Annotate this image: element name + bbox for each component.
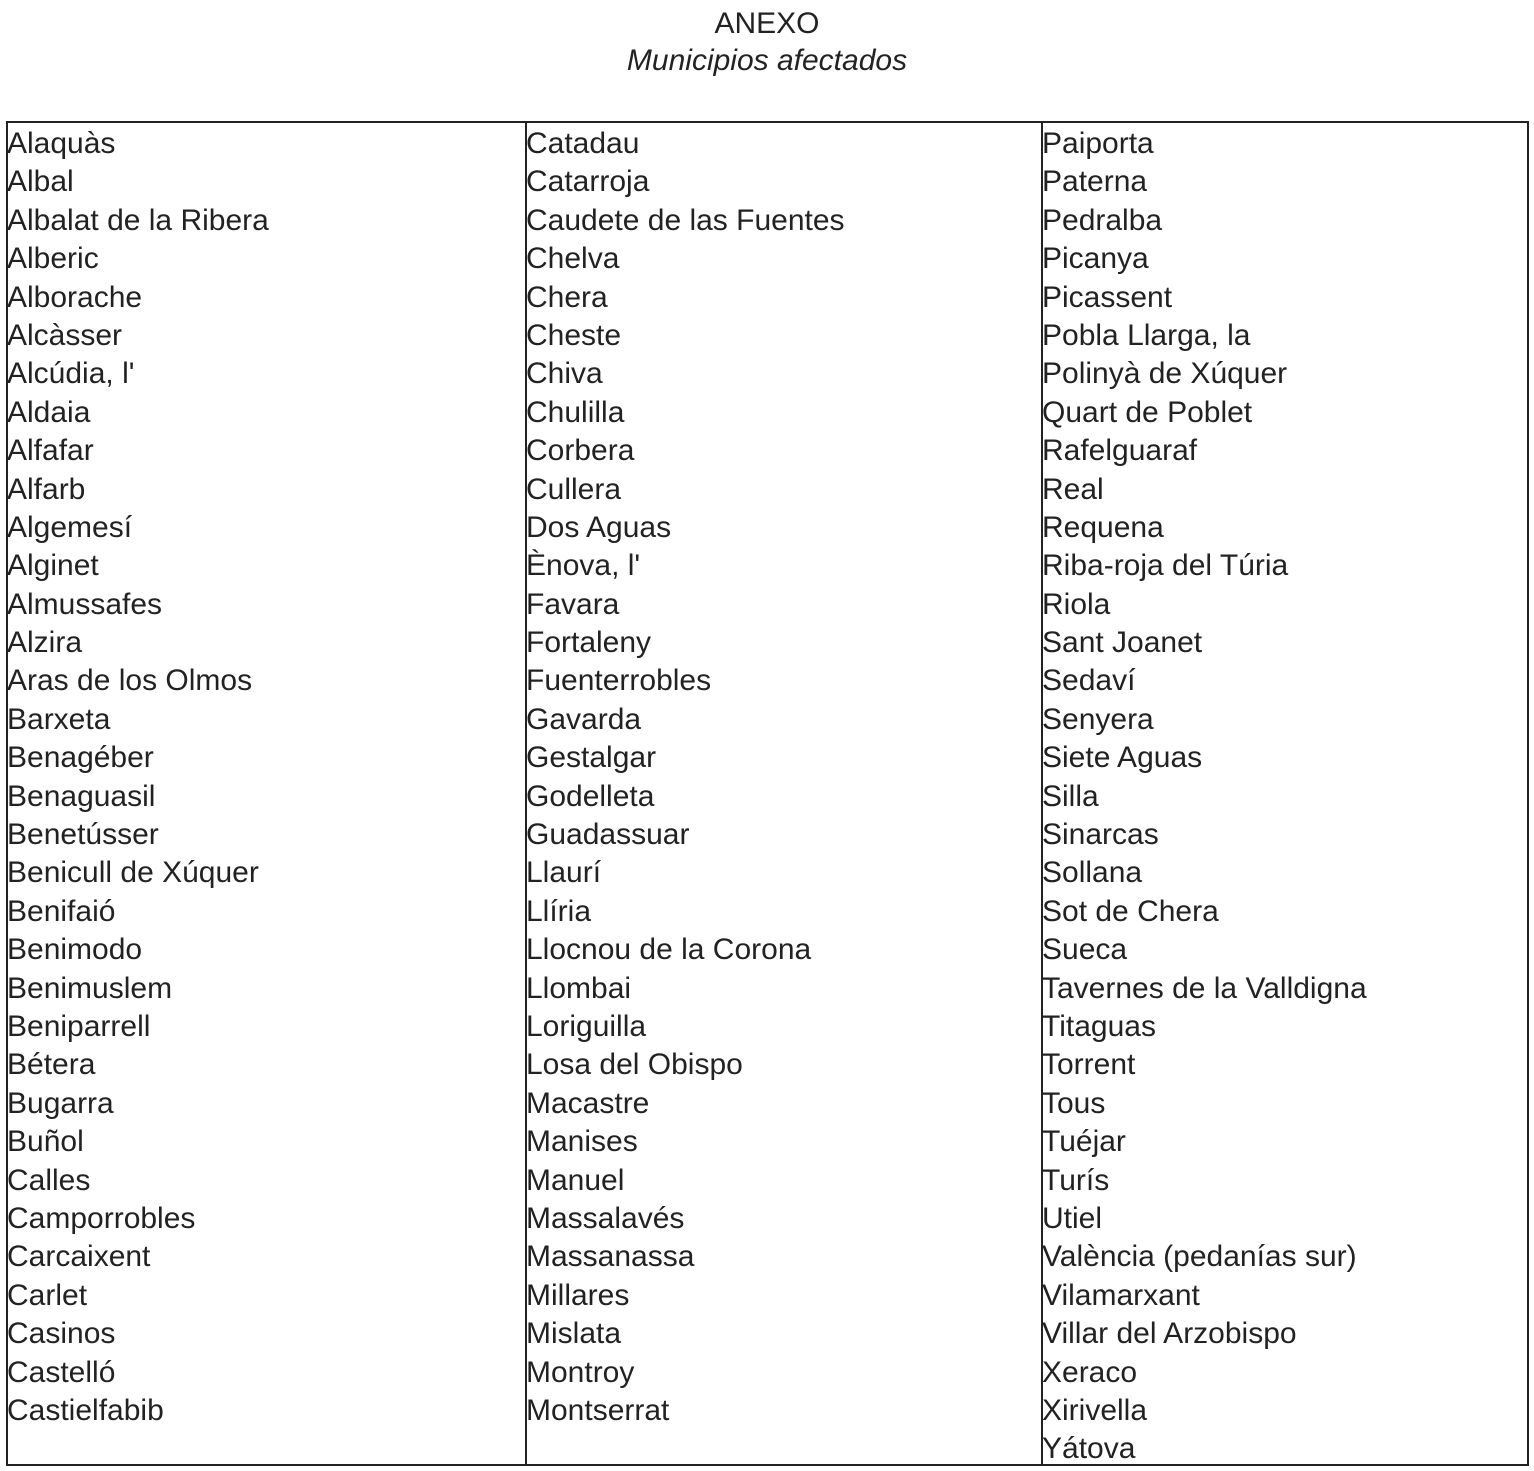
- municipality-item: Tuéjar: [1042, 1125, 1126, 1159]
- municipality-item: Sot de Chera: [1042, 894, 1219, 928]
- municipality-item: Benimuslem: [7, 971, 173, 1005]
- municipality-item: Corbera: [526, 434, 635, 468]
- municipality-item: Gestalgar: [526, 741, 657, 775]
- municipality-item: Quart de Poblet: [1042, 395, 1253, 429]
- municipality-item: Benetússer: [7, 818, 159, 852]
- municipality-item: Villar del Arzobispo: [1042, 1317, 1297, 1351]
- municipality-item: Ènova, l': [526, 549, 641, 583]
- municipalities-column-2: [527, 123, 1043, 1464]
- municipality-item: Picassent: [1042, 280, 1173, 314]
- municipality-item: Real: [1042, 472, 1104, 506]
- municipality-item: Mislata: [526, 1317, 622, 1351]
- municipality-item: Algemesí: [7, 510, 133, 544]
- municipality-item: València (pedanías sur): [1042, 1240, 1357, 1274]
- municipality-item: Dos Aguas: [526, 510, 672, 544]
- municipality-item: Calles: [7, 1163, 91, 1197]
- municipality-item: Benimodo: [7, 933, 143, 967]
- municipality-item: Benaguasil: [7, 779, 156, 813]
- municipality-item: Fortaleny: [526, 626, 652, 660]
- municipality-item: Albalat de la Ribera: [7, 203, 269, 237]
- municipality-item: Albal: [7, 165, 74, 199]
- municipality-item: Alaquàs: [7, 127, 116, 160]
- municipality-item: Cheste: [526, 318, 622, 352]
- municipality-item: Fuenterrobles: [526, 664, 712, 698]
- municipality-item: Bugarra: [7, 1086, 114, 1120]
- document-header: [0, 5, 1534, 79]
- municipality-item: Sedaví: [1042, 664, 1136, 698]
- municipality-item: Sollana: [1042, 856, 1143, 890]
- municipality-item: Chera: [526, 280, 608, 314]
- municipality-item: Castelló: [7, 1355, 116, 1389]
- municipality-item: Sueca: [1042, 933, 1128, 967]
- municipality-item: Alborache: [7, 280, 143, 314]
- municipality-item: Carcaixent: [7, 1240, 151, 1274]
- municipality-item: Loriguilla: [526, 1009, 647, 1043]
- municipality-item: Chulilla: [526, 395, 625, 429]
- municipality-item: Paiporta: [1042, 127, 1154, 160]
- municipality-item: Pedralba: [1042, 203, 1163, 237]
- municipality-item: Torrent: [1042, 1048, 1136, 1082]
- municipality-item: Riola: [1042, 587, 1111, 621]
- municipality-item: Riba-roja del Túria: [1042, 549, 1289, 583]
- municipality-item: Losa del Obispo: [526, 1048, 743, 1082]
- municipality-item: Siete Aguas: [1042, 741, 1203, 775]
- municipality-item: Alfafar: [7, 434, 94, 468]
- municipality-item: Alginet: [7, 549, 99, 583]
- municipality-item: Titaguas: [1042, 1009, 1156, 1043]
- municipality-item: Turís: [1042, 1163, 1110, 1197]
- municipality-item: Benifaió: [7, 894, 116, 928]
- municipality-item: Xeraco: [1042, 1355, 1138, 1389]
- municipality-item: Polinyà de Xúquer: [1042, 357, 1288, 391]
- municipality-item: Llaurí: [526, 856, 602, 890]
- municipality-item: Paterna: [1042, 165, 1148, 199]
- municipality-item: Chiva: [526, 357, 603, 391]
- municipality-item: Sant Joanet: [1042, 626, 1203, 660]
- municipality-item: Montserrat: [526, 1393, 670, 1427]
- municipality-item: Alcúdia, l': [7, 357, 135, 391]
- municipality-item: Montroy: [526, 1355, 635, 1389]
- municipality-item: Alzira: [7, 626, 83, 660]
- municipality-item: Barxeta: [7, 702, 111, 736]
- municipality-item: Bétera: [7, 1048, 96, 1082]
- municipality-item: Benicull de Xúquer: [7, 856, 259, 890]
- municipality-item: Beniparrell: [7, 1009, 151, 1043]
- municipality-item: Casinos: [7, 1317, 116, 1351]
- municipality-item: Millares: [526, 1278, 630, 1312]
- municipality-item: Manuel: [526, 1163, 625, 1197]
- municipality-item: Llombai: [526, 971, 632, 1005]
- municipality-item: Xirivella: [1042, 1393, 1148, 1427]
- municipality-item: Almussafes: [7, 587, 163, 621]
- municipality-item: Gavarda: [526, 702, 642, 736]
- municipality-item: Catadau: [526, 127, 640, 160]
- municipality-item: Yátova: [1042, 1432, 1136, 1466]
- municipality-item: Manises: [526, 1125, 638, 1159]
- municipality-item: Macastre: [526, 1086, 650, 1120]
- municipality-item: Favara: [526, 587, 620, 621]
- municipality-item: Llocnou de la Corona: [526, 933, 812, 967]
- municipality-item: Massanassa: [526, 1240, 695, 1274]
- municipality-item: Rafelguaraf: [1042, 434, 1198, 468]
- municipality-item: Catarroja: [526, 165, 650, 199]
- municipality-item: Alcàsser: [7, 318, 123, 352]
- municipality-item: Vilamarxant: [1042, 1278, 1200, 1312]
- municipality-item: Godelleta: [526, 779, 655, 813]
- municipalities-column-3: [1043, 123, 1527, 1464]
- municipality-item: Massalavés: [526, 1201, 685, 1235]
- municipalities-column-1: [8, 123, 527, 1464]
- municipality-item: Utiel: [1042, 1201, 1103, 1235]
- municipality-item: Buñol: [7, 1125, 84, 1159]
- municipality-item: Silla: [1042, 779, 1099, 813]
- annex-subtitle: Municipios afectados: [626, 44, 908, 77]
- municipality-item: Pobla Llarga, la: [1042, 318, 1251, 352]
- municipality-item: Picanya: [1042, 242, 1149, 276]
- municipality-item: Requena: [1042, 510, 1164, 544]
- municipality-item: Tous: [1042, 1086, 1106, 1120]
- municipality-item: Tavernes de la Valldigna: [1042, 971, 1367, 1005]
- municipality-item: Benagéber: [7, 741, 154, 775]
- municipality-item: Carlet: [7, 1278, 88, 1312]
- municipality-item: Caudete de las Fuentes: [526, 203, 845, 237]
- municipality-item: Senyera: [1042, 702, 1154, 736]
- municipality-item: Sinarcas: [1042, 818, 1159, 852]
- annex-title: ANEXO: [714, 7, 820, 40]
- municipality-item: Alberic: [7, 242, 99, 276]
- municipality-item: Camporrobles: [7, 1201, 196, 1235]
- municipality-item: Castielfabib: [7, 1393, 164, 1427]
- municipalities-table: [6, 121, 1529, 1466]
- municipality-item: Alfarb: [7, 472, 86, 506]
- municipality-item: Aras de los Olmos: [7, 664, 253, 698]
- municipality-item: Llíria: [526, 894, 592, 928]
- municipality-item: Aldaia: [7, 395, 91, 429]
- municipality-item: Guadassuar: [526, 818, 690, 852]
- municipality-item: Chelva: [526, 242, 620, 276]
- municipality-item: Cullera: [526, 472, 622, 506]
